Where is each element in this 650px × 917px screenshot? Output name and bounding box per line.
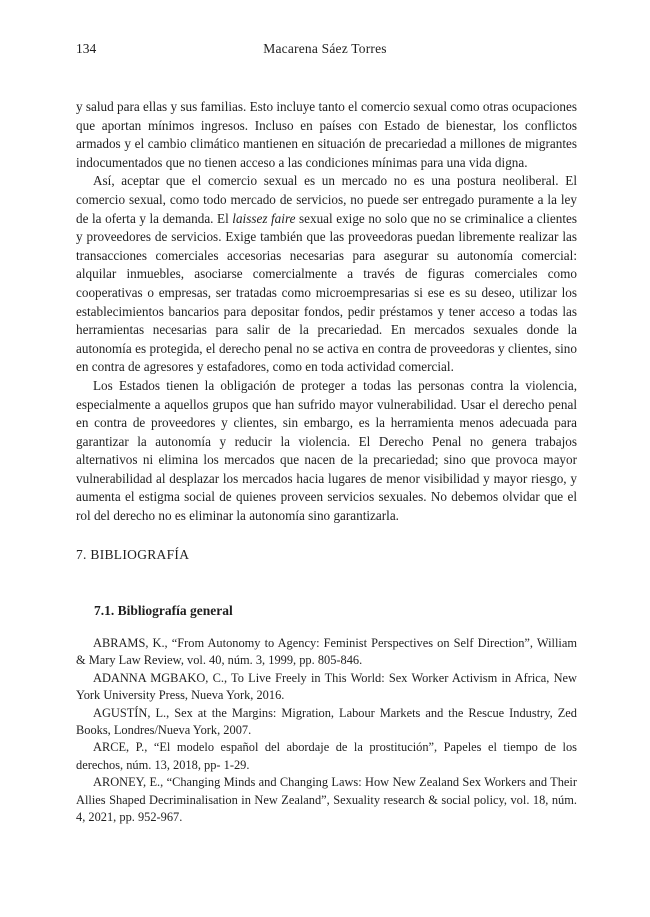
bibliography-entry: ARCE, P., “El modelo español del abordaje de la prostitución”, Papeles el tiempo de los derechos, núm. 13, 2018, pp- 1-29.	[76, 740, 577, 772]
page-number: 134	[76, 41, 97, 56]
text-run: Los Estados tienen la obligación de proteger a todas las personas contra la violencia, especialmente a aquellos grupos que han sufrido mayor vulnerabilidad. Usar el derecho penal en contra de proveedores y clientes, sin embargo, es la herramienta menos adecuada para garantizar la autonomía y reducir la violencia. El Derecho Penal no genera trabajos alternativos ni elimina los mercados que nacen de la precariedad; sino que provoca mayor vulnerabilidad al desplazar los mercados hacia lugares de menor visibilidad y mayor riesgo, y aumenta el estigma social de quienes proveen servicios sexuales. No debemos olvidar que el rol del derecho no es eliminar la autonomía sino garantizarla.	[76, 377, 577, 524]
bibliography-entry: AGUSTÍN, L., Sex at the Margins: Migration, Labour Markets and the Rescue Industry, Zed Books, Londres/Nueva York, 2007.	[76, 705, 577, 738]
bibliography-entry: ADANNA MGBAKO, C., To Live Freely in This World: Sex Worker Activism in Africa, New York University Press, Nueva York, 2016.	[76, 670, 577, 703]
text-run: y salud para ellas y sus familias. Esto incluye tanto el comercio sexual como otras ocupaciones que aportan mínimos ingresos. Incluso en países con Estado de bienestar, los conflictos armados y el cambio climático mantienen en situación de precariedad a millones de migrantes indocumentados que no tienen acceso a las condiciones mínimas para una vida digna.	[76, 99, 577, 170]
body-paragraph	[76, 172, 577, 377]
italic-term: laissez faire	[232, 210, 296, 226]
bibliography-entry: ARONEY, E., “Changing Minds and Changing Laws: How New Zealand Sex Workers and Their Allies Shaped Decriminalisation in New Zealand”, Sexuality research & social policy, vol. 18, núm. 4, 2021, pp. 952-967.	[76, 775, 577, 825]
text-run: sexual exige no solo que no se criminalice a clientes y proveedores de servicios. Exige también que las proveedoras puedan libremente realizar las transacciones comerciales accesorias necesarias para asegurar su autonomía comercial: alquilar inmuebles, asociarse comercialmente a través de figuras comerciales como cooperativas o empresas, ser tratadas como microempresarias si ese es su deseo, utilizar los establecimientos bancarios para depositar fondos, pedir préstamos y tener acceso a todas las herramientas necesarias para salir de la precariedad. En mercados sexuales donde la autonomía es protegida, el derecho penal no se activa en contra de proveedoras y clientes, sino en contra de agresores y estafadores, como en toda actividad comercial.	[76, 210, 578, 375]
bibliography-entry: ABRAMS, K., “From Autonomy to Agency: Feminist Perspectives on Self Direction”, William & Mary Law Review, vol. 40, núm. 3, 1999, pp. 805-846.	[76, 636, 577, 668]
running-head: Macarena Sáez Torres	[263, 41, 387, 56]
bibliography-list	[76, 635, 577, 826]
text-run: Así, aceptar que el comercio sexual es un mercado no es una postura neoliberal. El comercio sexual, como todo mercado de servicios, no puede ser entregado puramente a la ley de la oferta y la demanda. El	[76, 173, 577, 226]
section-heading: 7. BIBLIOGRAFÍA	[76, 547, 190, 562]
subsection-heading: 7.1. Bibliografía general	[94, 603, 233, 618]
body-text	[76, 98, 577, 526]
body-paragraph	[76, 98, 577, 172]
body-paragraph	[76, 377, 577, 526]
